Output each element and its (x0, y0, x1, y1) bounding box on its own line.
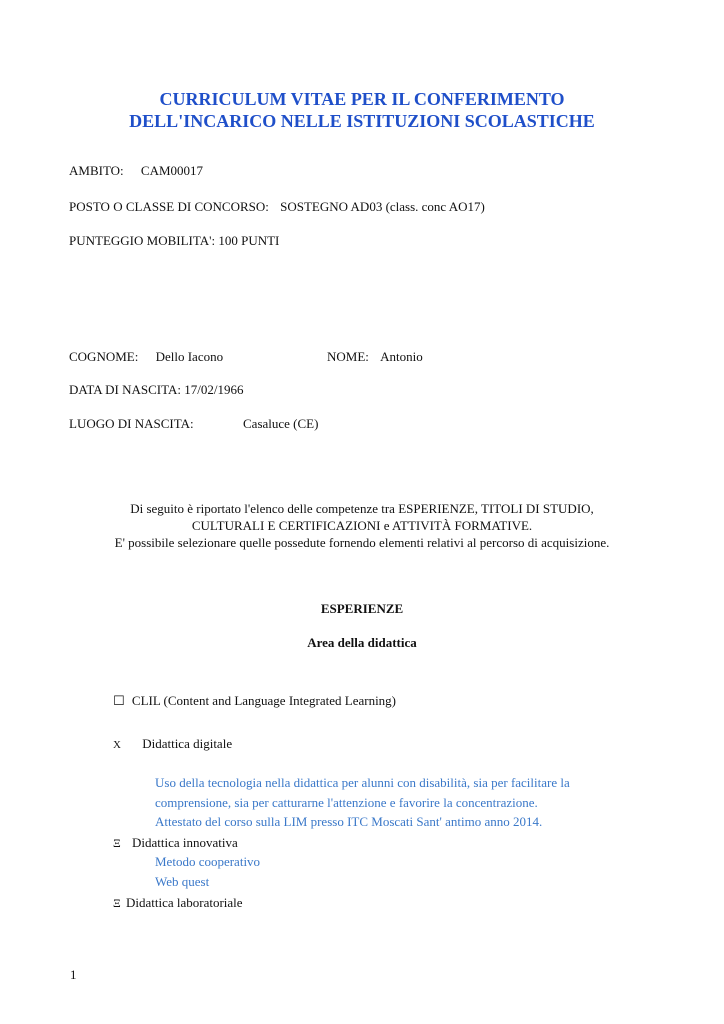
intro-line-3: E' possibile selezionare quelle possedute fornendo elementi relativi al percorso di acquisizione. (114, 535, 610, 550)
ambito-value: CAM00017 (140, 163, 204, 178)
luogo-value: Casaluce (CE) (243, 416, 319, 431)
item-innovativa (113, 834, 238, 852)
ambito-label: AMBITO: (69, 163, 124, 178)
digitale-desc-1: Uso della tecnologia nella didattica per alunni con disabilità, sia per facilitare la (155, 775, 570, 790)
intro-line-1: Di seguito è riportato l'elenco delle competenze tra ESPERIENZE, TITOLI DI STUDIO, (130, 501, 594, 516)
checkbox-marked-icon: Ξ (113, 836, 121, 850)
item-laboratoriale (113, 894, 243, 912)
title-line-2: DELL'INCARICO NELLE ISTITUZIONI SCOLASTICHE (129, 111, 595, 131)
digitale-desc-3: Attestato del corso sulla LIM presso ITC Moscati Sant' antimo anno 2014. (155, 814, 543, 829)
item-digitale (113, 735, 232, 754)
checkbox-checked-icon: X (113, 739, 121, 751)
posto-label: POSTO O CLASSE DI CONCORSO: (69, 199, 269, 214)
section-heading: ESPERIENZE (320, 601, 404, 616)
posto-value: SOSTEGNO AD03 (class. conc AO17) (280, 199, 485, 214)
innovativa-desc-2: Web quest (155, 874, 210, 889)
checkbox-empty-icon: ☐ (113, 694, 125, 709)
digitale-desc-2: comprensione, sia per catturarne l'attenzione e favorire la concentrazione. (155, 795, 538, 810)
nome-value: Antonio (380, 349, 423, 364)
innovativa-desc-1: Metodo cooperativo (155, 854, 261, 869)
item-digitale-label: Didattica digitale (142, 736, 233, 751)
section-subheading: Area della didattica (307, 635, 417, 650)
cognome-value: Dello Iacono (155, 349, 224, 364)
cognome-label: COGNOME: (69, 349, 139, 364)
page-number: 1 (70, 967, 77, 982)
intro-line-2: CULTURALI E CERTIFICAZIONI e ATTIVITÀ FORMATIVE. (191, 518, 533, 533)
item-innovativa-label: Didattica innovativa (131, 835, 238, 850)
item-clil (113, 692, 396, 711)
cognome-row (69, 348, 223, 366)
item-clil-label: CLIL (Content and Language Integrated Learning) (131, 693, 397, 708)
checkbox-marked-icon: Ξ (113, 896, 121, 910)
nome-row (327, 348, 423, 366)
title-line-1: CURRICULUM VITAE PER IL CONFERIMENTO (159, 89, 565, 109)
data-nascita: DATA DI NASCITA: 17/02/1966 (69, 382, 244, 397)
item-laboratoriale-label: Didattica laboratoriale (125, 895, 243, 910)
punteggio: PUNTEGGIO MOBILITA': 100 PUNTI (69, 233, 280, 248)
ambito-row (69, 162, 203, 180)
nome-label: NOME: (327, 349, 369, 364)
posto-row (69, 198, 485, 216)
luogo-label: LUOGO DI NASCITA: (69, 416, 194, 431)
